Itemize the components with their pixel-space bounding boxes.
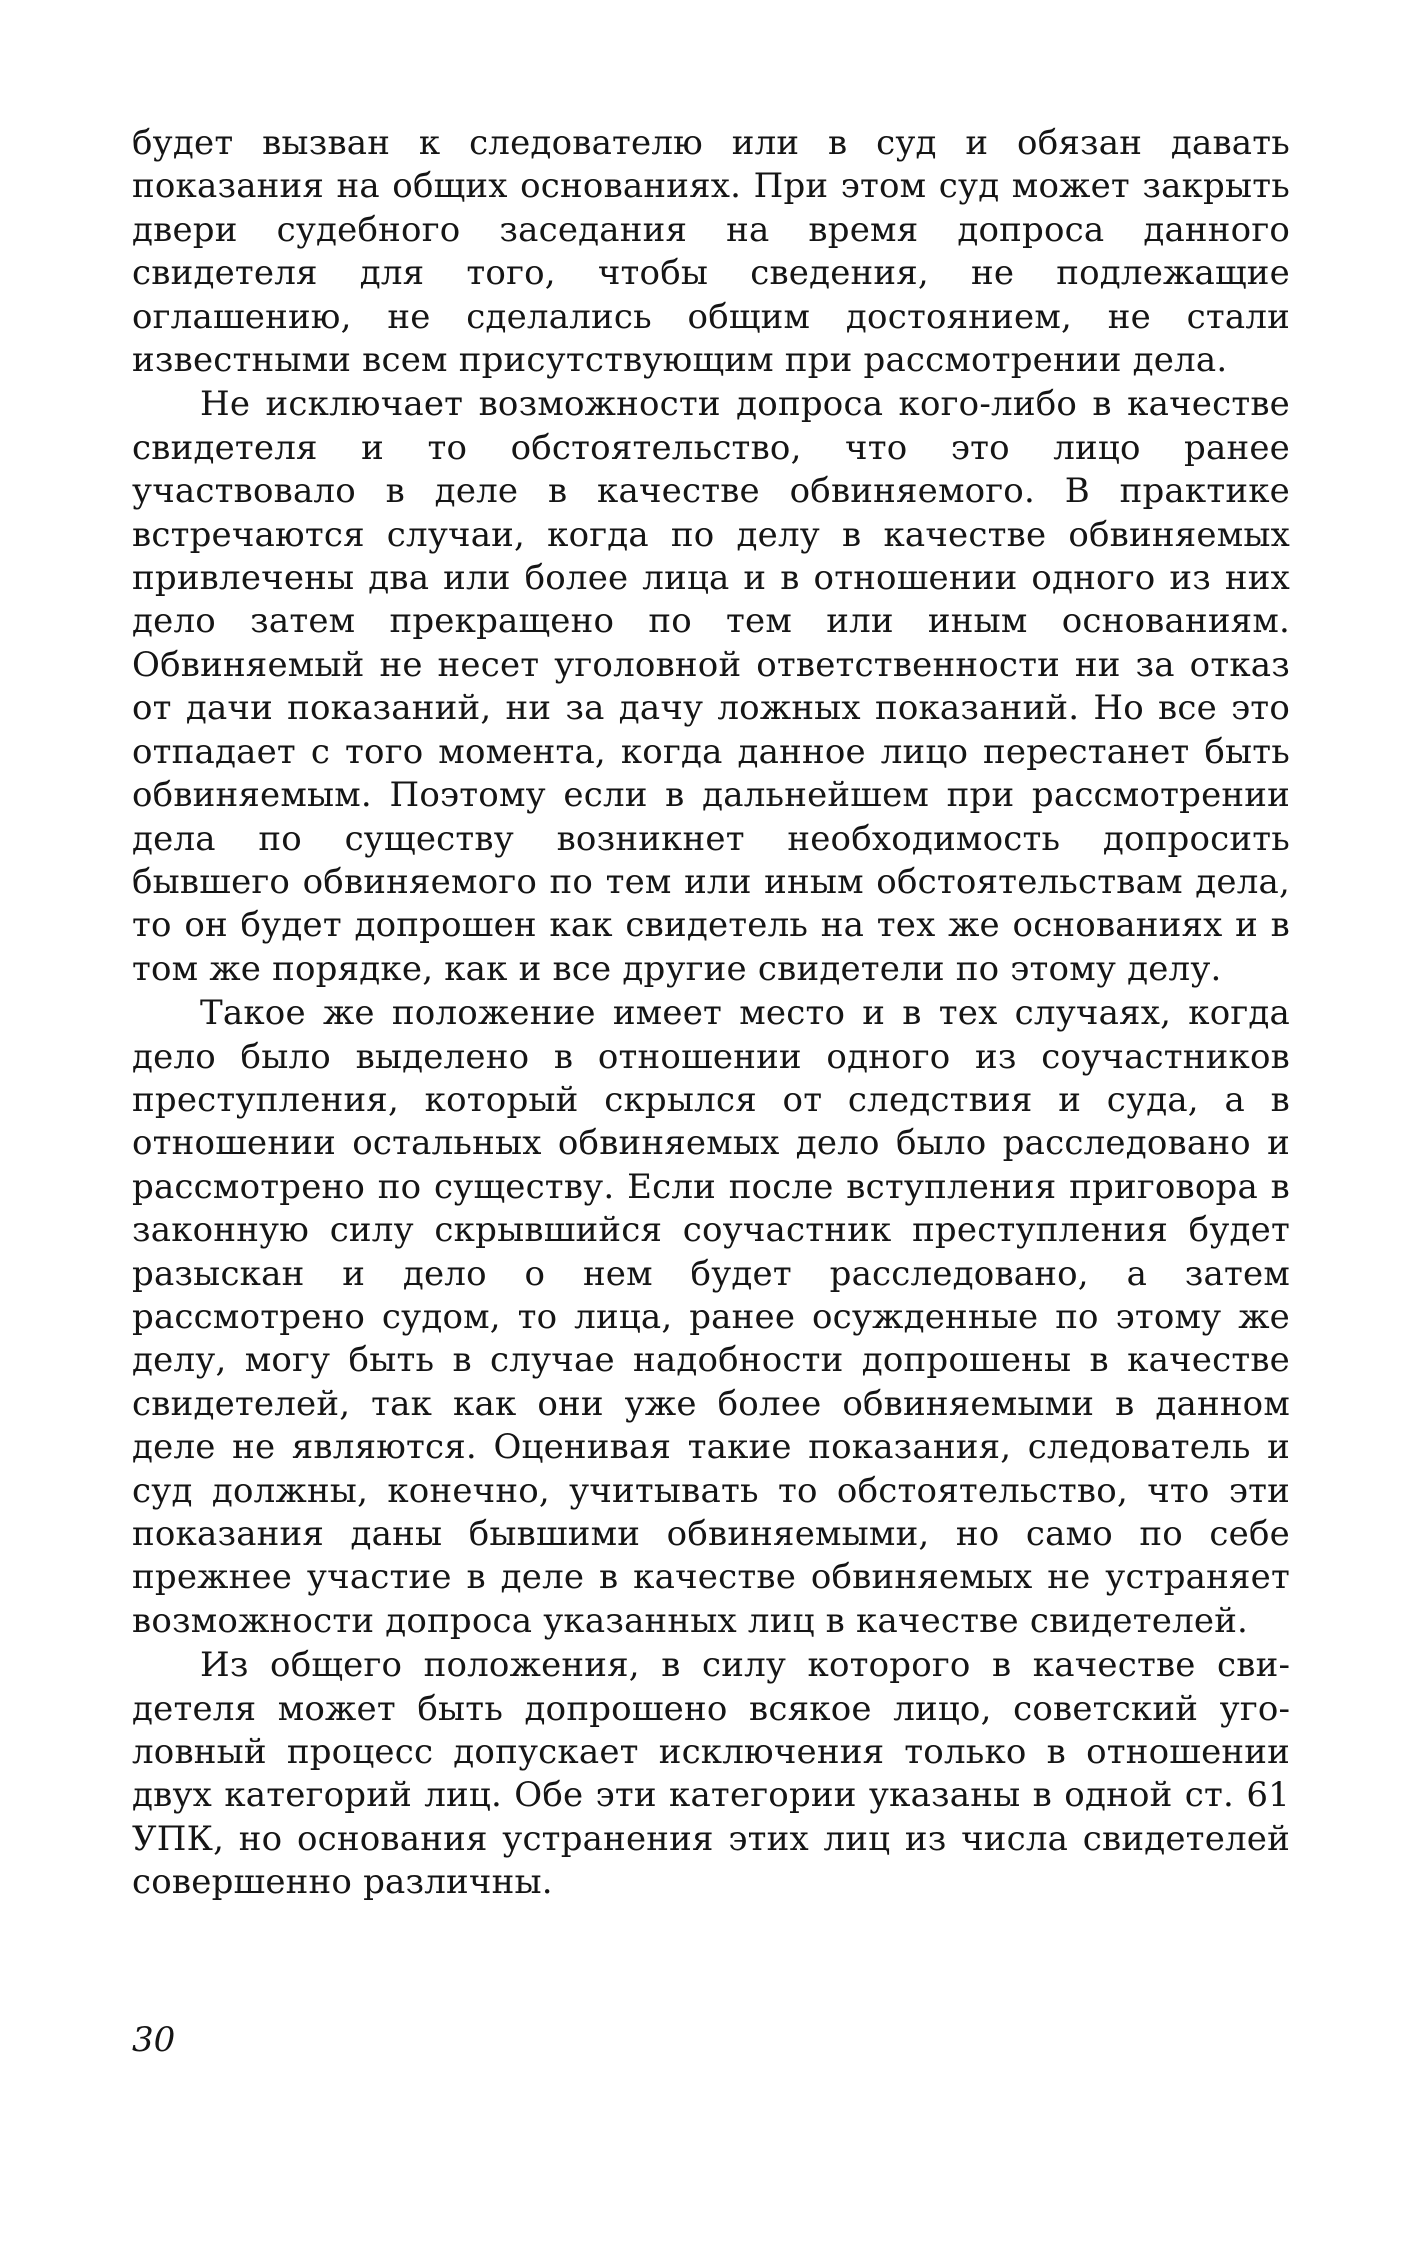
paragraph-4: Из общего положения, в силу которого в качестве свидетеля может быть допрошено всякое лицо, советский уголовный процесс допускает исключения только в отношении двух категорий лиц. Обе эти категории указаны в одной ст. 61 УПК, но основания устранения этих лиц из числа свидетелей совершенно различны. bbox=[132, 1645, 1290, 1903]
paragraph-1: будет вызван к следователю или в суд и обязан давать показания на общих основаниях. При этом суд может закрыть двери судебного заседания на время допроса данного свидетеля для того, чтобы сведения, не подлежащие оглашению, не сделались общим достоянием, не стали известными всем присутствующим при рассмотрении дела. bbox=[132, 123, 1290, 381]
paragraph-2: Не исключает возможности допроса кого-либо в качестве свидетеля и то обстоятельство, что это лицо ранее участвовало в деле в качестве обвиняемого. В практике встречаются случаи, когда по делу в качестве обвиняемых привлечены два или более лица и в отношении одного из них дело затем прекращено по тем или иным основаниям. Обвиняемый не несет уголовной ответственности ни за отказ от дачи показаний, ни за дачу ложных показаний. Но все это отпадает с того момента, когда данное лицо перестанет быть обвиняемым. Поэтому если в дальнейшем при рассмотрении дела по существу возникнет необходимость допросить бывшего обвиняемого по тем или иным обстоятельствам дела, то он будет допрошен как свидетель на тех же основаниях и в том же порядке, как и все другие свидетели по этому делу. bbox=[132, 384, 1290, 989]
paragraph-3: Такое же положение имеет место и в тех случаях, когда дело было выделено в отношении одного из соучастников преступления, который скрылся от следствия и суда, а в отношении остальных обвиняемых дело было расследовано и рассмотрено по существу. Если после вступления приговора в законную силу скрывшийся соучастник преступления будет разыскан и дело о нем будет расследовано, а затем рассмотрено судом, то лица, ранее осужденные по этому же делу, могу быть в случае надобности допрошены в качестве свидетелей, так как они уже более обвиняемыми в данном деле не являются. Оценивая такие показания, следователь и суд должны, конечно, учитывать то обстоятельство, что эти показания даны бывшими обвиняемыми, но само по себе прежнее участие в деле в качестве обвиняемых не устраняет возможности допроса указанных лиц в качестве свидетелей. bbox=[132, 993, 1290, 1641]
page-body bbox=[132, 122, 1290, 1905]
page-number: 30 bbox=[132, 2020, 176, 2060]
